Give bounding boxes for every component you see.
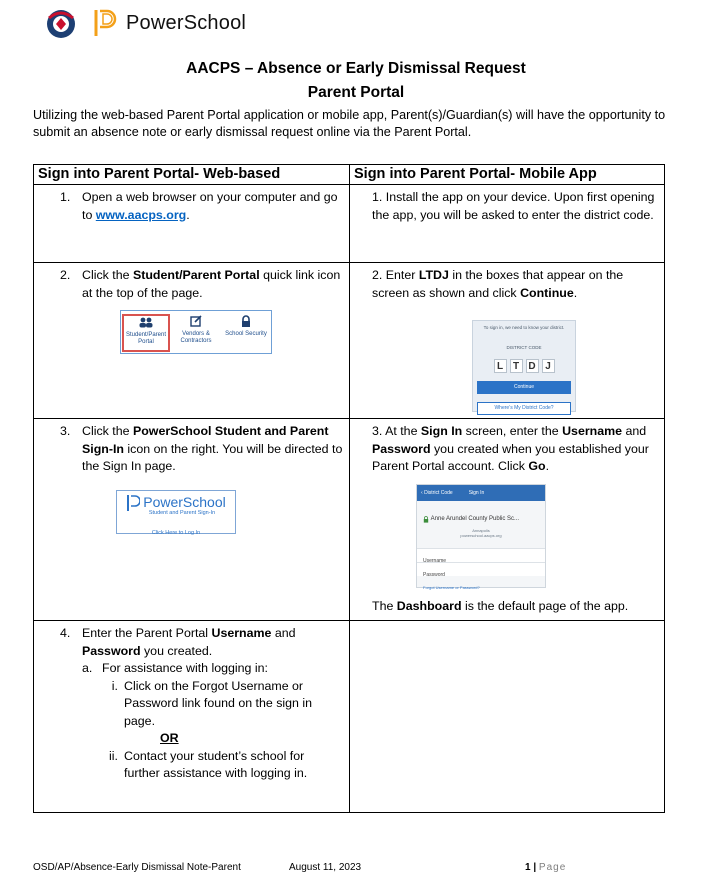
table-header-row (34, 165, 665, 185)
lock-icon (423, 516, 429, 523)
password-field[interactable]: Password (417, 562, 545, 576)
header-web: Sign into Parent Portal- Web-based (34, 165, 350, 185)
mobile-step-3: 3. At the Sign In screen, enter the Username and Password you created when you established your Parent Portal account. Click Go. ‹ District Code Sign In Anne Arundel County Public Sc... Annapolis powerschool.aacps.org Username Password Forgot Username or Password? The Dashboard is the default page of the app. (350, 419, 665, 621)
web-step-4: 4. Enter the Parent Portal Username and Password you created. a. For assistance with logging in: i. Click on the Forgot Username or Password link found on the sign in page. OR ii. Contact your student’s school for further assistance with logging in. (34, 621, 350, 813)
users-icon (139, 317, 153, 328)
document-subtitle: Parent Portal (307, 84, 405, 101)
district-code-help-button[interactable]: Where’s My District Code? (477, 402, 571, 415)
quick-link-student-parent-portal[interactable]: Student/Parent Portal (122, 314, 170, 352)
web-step-1: 1. Open a web browser on your computer and go to www.aacps.org. (34, 185, 350, 263)
mobile-step-1: 1. Install the app on your device. Upon first opening the app, you will be asked to enter the district code. (350, 185, 665, 263)
quick-link-vendors[interactable]: Vendors & Contractors (172, 314, 220, 345)
or-divider: OR (160, 731, 179, 745)
web-step-2: 2. Click the Student/Parent Portal quick link icon at the top of the page. Student/Parent Portal Vendors & Contractors School Security (34, 263, 350, 419)
brand-name: PowerSchool (126, 11, 247, 34)
table-row (34, 621, 665, 813)
document-title: AACPS – Absence or Early Dismissal Request (186, 60, 526, 77)
intro-paragraph: Utilizing the web-based Parent Portal application or mobile app, Parent(s)/Guardian(s) will have the opportunity to submit an absence note or early dismissal request online via the Parent Portal. (33, 108, 666, 139)
edit-icon (190, 315, 202, 327)
header-mobile: Sign into Parent Portal- Mobile App (350, 165, 665, 185)
footer-doc-id: OSD/AP/Absence-Early Dismissal Note-Parent (33, 862, 241, 873)
aacps-link[interactable]: www.aacps.org (95, 207, 187, 222)
powerschool-signin-badge[interactable]: PowerSchool Student and Parent Sign-In Click Here to Log In (116, 490, 236, 534)
log-in-link[interactable]: Click Here to Log In (151, 529, 201, 536)
quick-link-school-security[interactable]: School Security (222, 314, 270, 338)
continue-button[interactable]: Continue (477, 381, 571, 394)
username-field[interactable]: Username (417, 548, 545, 562)
header (44, 6, 246, 40)
powerschool-logo-icon (92, 8, 118, 38)
table-row (34, 263, 665, 419)
footer-date: August 11, 2023 (289, 862, 362, 873)
powerschool-p-icon (126, 494, 140, 512)
quick-link-strip (120, 310, 272, 354)
back-button[interactable]: ‹ District Code (421, 489, 453, 496)
footer-page-number: 1 | Page (525, 862, 567, 873)
table-row (34, 185, 665, 263)
district-code-screenshot: To sign in, we need to know your district. DISTRICT CODE L T D J Continue Where’s My District Code? (472, 320, 576, 412)
table-row (34, 419, 665, 621)
instructions-table (33, 164, 665, 813)
web-step-3: 3. Click the PowerSchool Student and Parent Sign-In icon on the right. You will be directed to the Sign In page. PowerSchool Student and Parent Sign-In Click Here to Log In (34, 419, 350, 621)
mobile-step-2: 2. Enter LTDJ in the boxes that appear on the screen as shown and click Continue. To sign in, we need to know your district. DISTRICT CODE L T D J Continue Where’s My District Code? (350, 263, 665, 419)
aacps-seal-icon (44, 6, 78, 40)
signin-screenshot: ‹ District Code Sign In Anne Arundel County Public Sc... Annapolis powerschool.aacps.org Username Password Forgot Username or Password? (416, 484, 546, 588)
forgot-link[interactable]: Forgot Username or Password? (423, 585, 480, 590)
mobile-step-4-empty (350, 621, 665, 813)
district-code-boxes: L T D J (473, 359, 575, 373)
lock-icon (240, 315, 252, 327)
